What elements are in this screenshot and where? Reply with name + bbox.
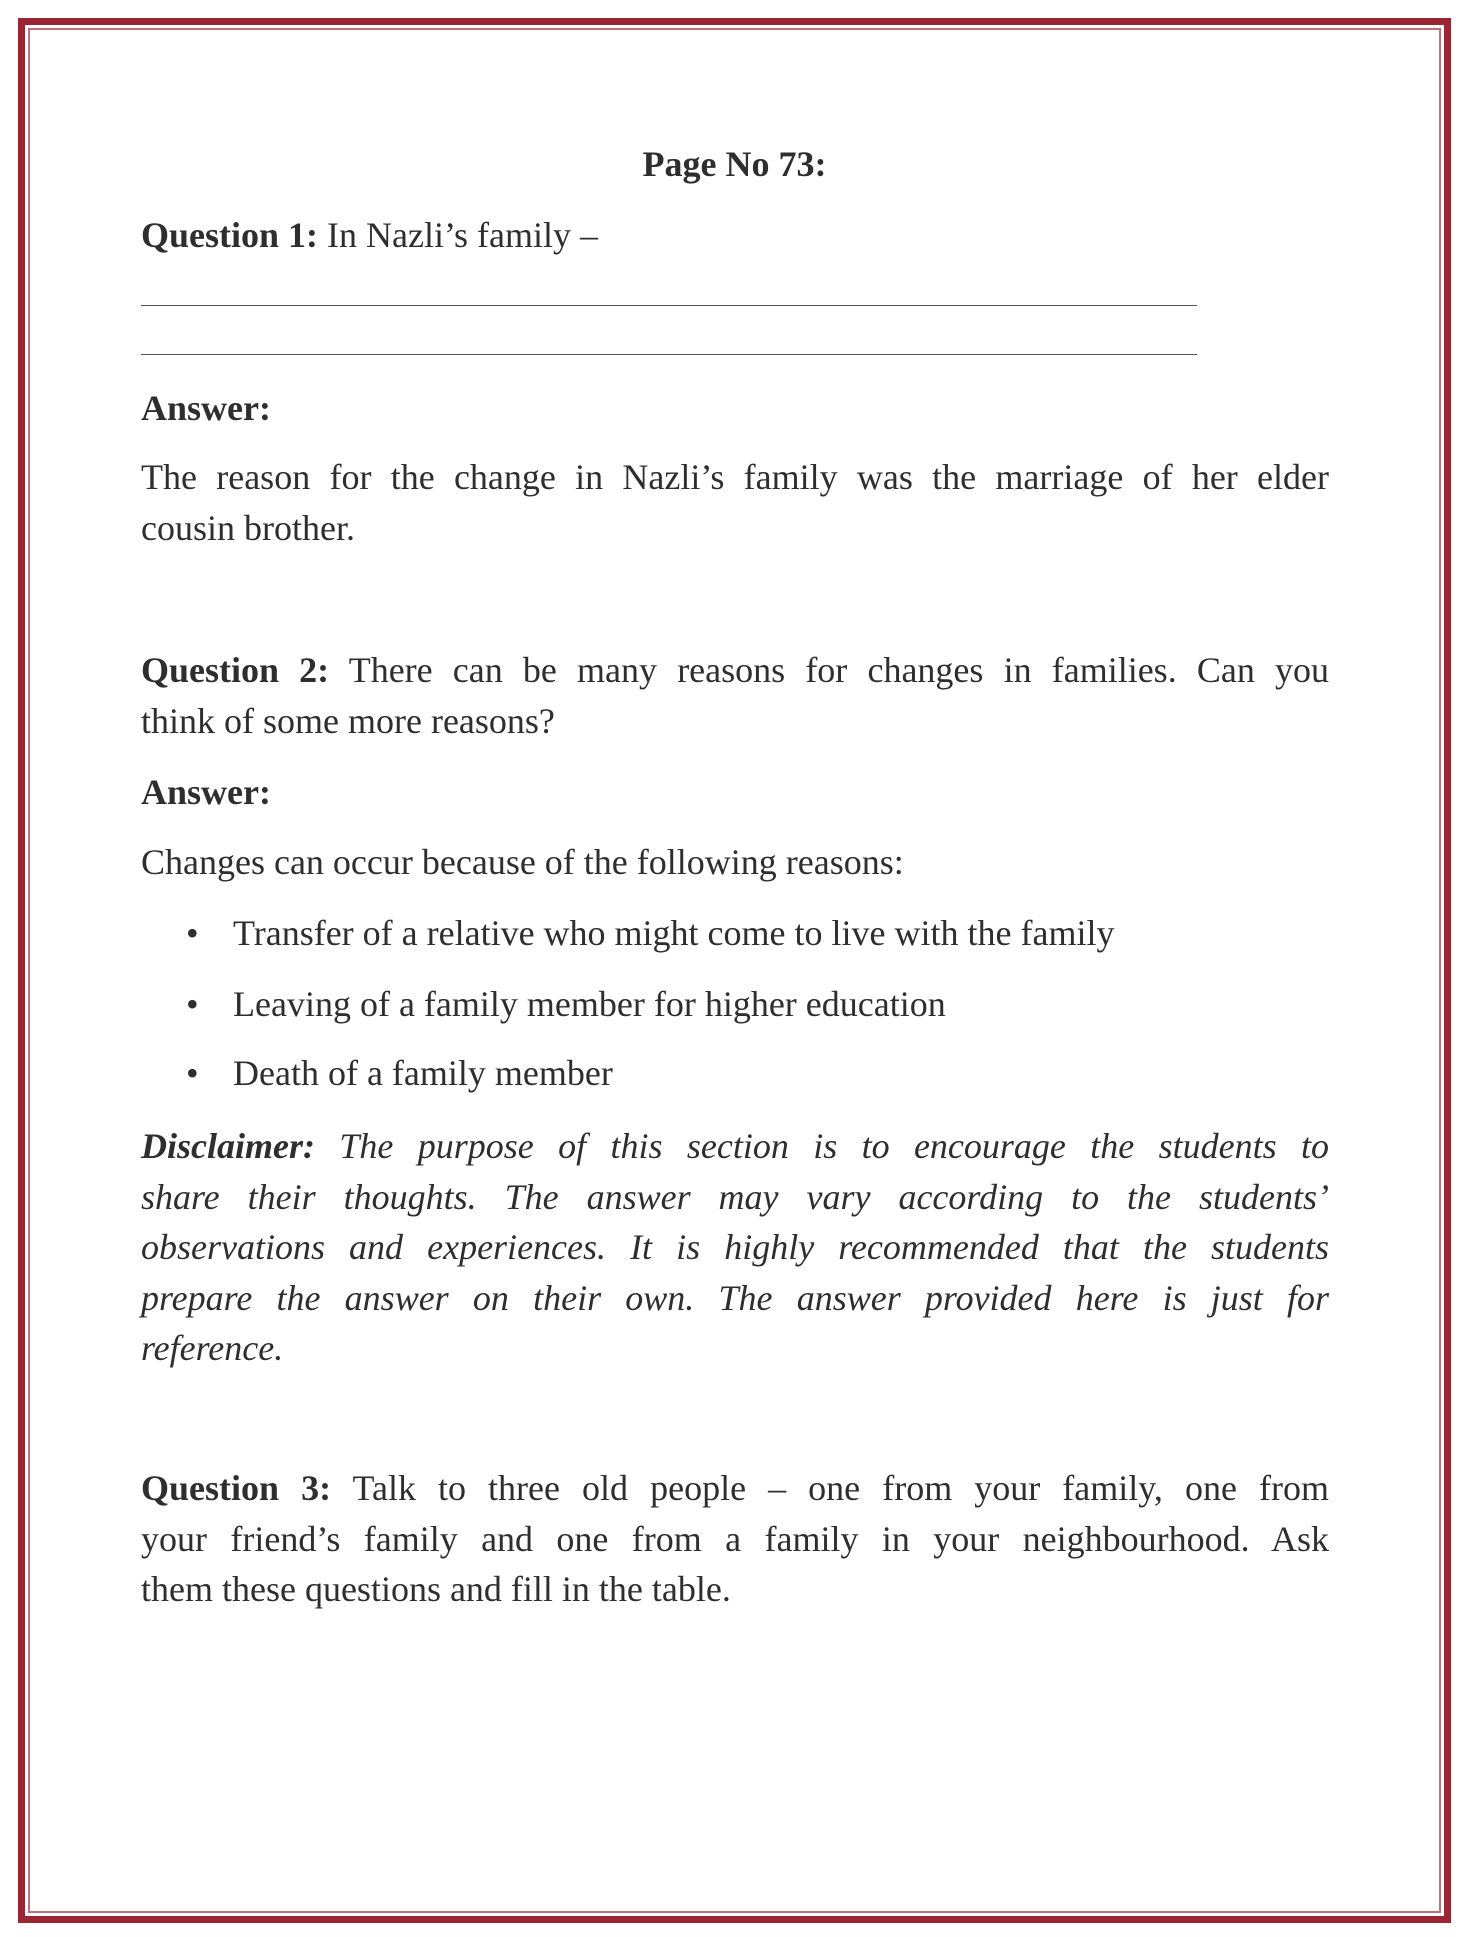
question-3-text: your friend’s family and one from a family in your neighbourhood. Ask (141, 1518, 1329, 1559)
answer-1-line: The reason for the change in Nazli’s family was the marriage of her elder (141, 457, 1329, 497)
question-3-text: Talk to three old people – one from your family, one from (331, 1468, 1329, 1508)
list-item: Transfer of a relative who might come to live with the family (233, 913, 1115, 953)
question-2 (141, 645, 1329, 746)
disclaimer-text: prepare the answer on their own. The answer provided here is just for (141, 1277, 1329, 1318)
disclaimer (141, 1121, 1329, 1374)
list-item: Leaving of a family member for higher education (233, 984, 946, 1024)
question-3 (141, 1463, 1329, 1615)
question-3-text: them these questions and fill in the table. (141, 1569, 731, 1609)
question-1 (141, 210, 1329, 261)
disclaimer-text: share their thoughts. The answer may vary according to the students’ (141, 1176, 1329, 1217)
question-3-label: Question 3: (141, 1468, 332, 1508)
answer-1 (141, 452, 1329, 553)
question-2-text: think of some more reasons? (141, 700, 555, 741)
blank-line-2 (141, 354, 1197, 355)
question-1-text: In Nazli’s family – (318, 215, 598, 255)
list-item: Death of a family member (233, 1053, 613, 1093)
blank-line-1 (141, 305, 1197, 306)
bullet-icon: • (186, 1053, 199, 1093)
disclaimer-text: The purpose of this section is to encourage the students to (314, 1126, 1329, 1166)
question-2-text: There can be many reasons for changes in families. Can you (329, 650, 1330, 690)
answer-1-line: cousin brother. (141, 507, 355, 548)
page-border-inner (28, 28, 1441, 1913)
answer-2-intro: Changes can occur because of the following reasons: (141, 842, 904, 882)
page-title: Page No 73: (642, 144, 827, 184)
bullet-icon: • (186, 913, 199, 953)
disclaimer-text: reference. (141, 1328, 284, 1368)
answer-2-label: Answer: (141, 772, 271, 812)
answer-1-label: Answer: (141, 388, 271, 428)
bullet-icon: • (186, 984, 199, 1024)
disclaimer-text: observations and experiences. It is highly recommended that the students (141, 1227, 1329, 1267)
disclaimer-label: Disclaimer: (141, 1126, 315, 1166)
question-2-label: Question 2: (141, 650, 330, 690)
question-1-label: Question 1: (141, 215, 319, 255)
